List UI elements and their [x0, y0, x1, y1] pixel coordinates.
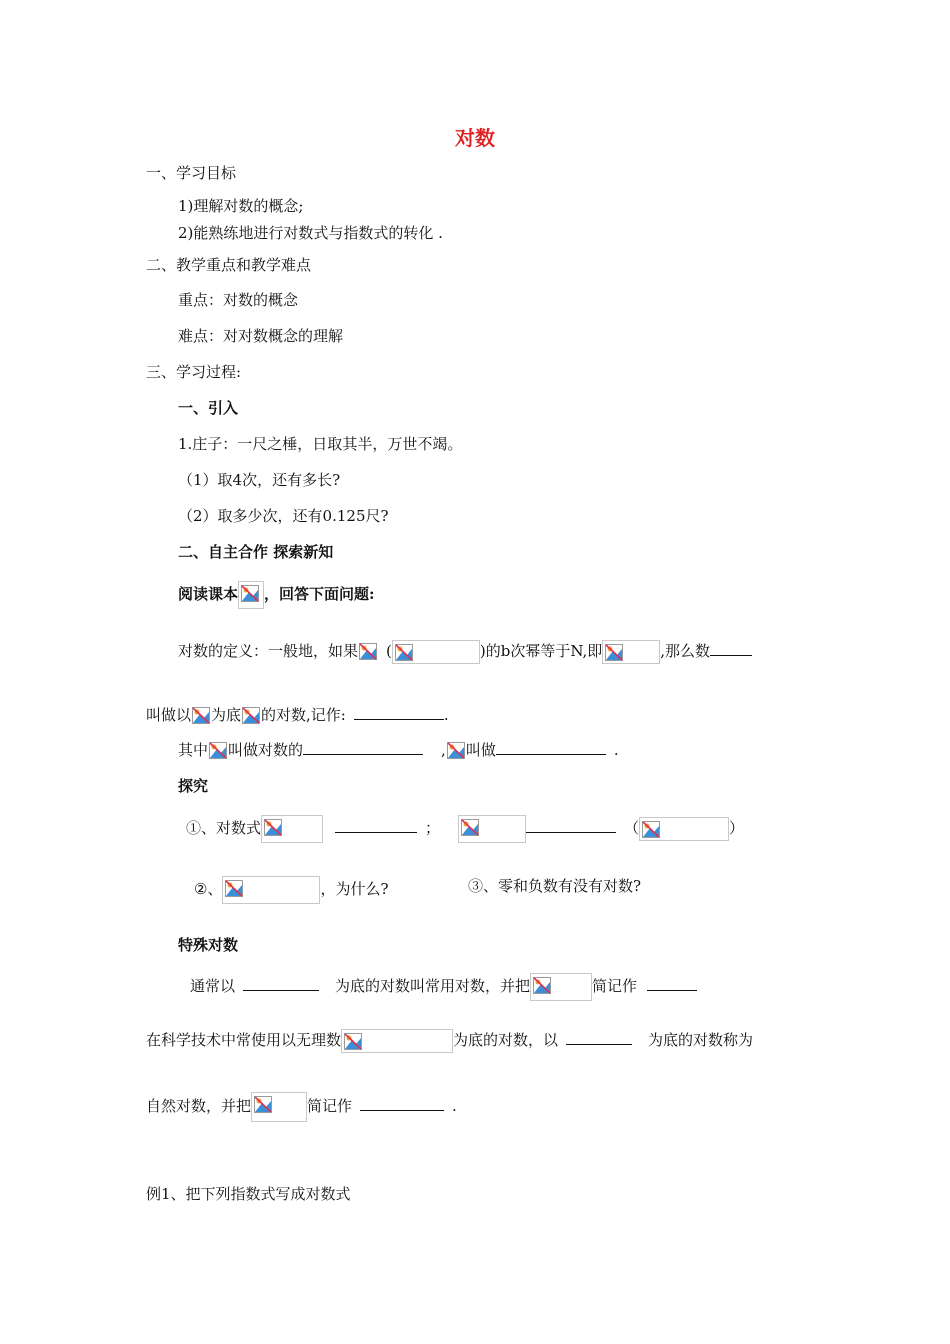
- formula-image-icon: [241, 706, 261, 726]
- image-placeholder-icon: [264, 819, 282, 836]
- answer-blank[interactable]: [647, 975, 697, 991]
- image-placeholder-icon: [461, 819, 479, 836]
- image-placeholder-icon: [225, 880, 243, 897]
- page-title: 对数: [455, 126, 495, 150]
- formula-image-icon: [238, 581, 264, 609]
- def3-text-a: 其中: [178, 741, 209, 759]
- image-placeholder-icon: [254, 1096, 272, 1113]
- formula-image-icon: [251, 1092, 307, 1122]
- def-text-b: (: [386, 642, 392, 660]
- inq1-text-a: ①、对数式: [186, 819, 262, 837]
- answer-blank[interactable]: [710, 640, 752, 656]
- inquiry-line-3: ③、零和负数有没有对数?: [468, 877, 642, 895]
- objective-2: 2)能熟练地进行对数式与指数式的转化 .: [178, 224, 443, 242]
- inq1-text-c: （: [624, 819, 640, 837]
- inquiry-line-2: [194, 876, 389, 904]
- image-placeholder-icon: [447, 742, 465, 759]
- def2-text-a: 叫做以: [146, 706, 192, 724]
- definition-line-3: [178, 739, 619, 761]
- def3-text-c: ,: [441, 741, 446, 759]
- explore-heading: 二、自主合作 探索新知: [178, 543, 334, 561]
- section-3-heading: 三、学习过程:: [146, 363, 242, 381]
- example-1: 例1、把下列指数式写成对数式: [146, 1185, 351, 1203]
- answer-blank[interactable]: [354, 704, 444, 720]
- answer-blank[interactable]: [243, 975, 319, 991]
- answer-blank[interactable]: [360, 1095, 444, 1111]
- formula-image-icon: [446, 741, 466, 761]
- key-point: 重点：对数的概念: [178, 291, 299, 309]
- inq2-text-b: ，为什么?: [320, 880, 389, 898]
- answer-blank[interactable]: [566, 1029, 632, 1045]
- read-prefix: 阅读课本: [178, 585, 239, 603]
- def3-text-e: .: [613, 741, 619, 759]
- image-placeholder-icon: [209, 742, 227, 759]
- zhuangzi-question: 1.庄子：一尺之棰，日取其半，万世不竭。: [178, 435, 463, 453]
- sp1-text-a: 通常以: [190, 977, 236, 995]
- inq2-text-a: ②、: [194, 880, 223, 898]
- def3-text-b: 叫做对数的: [228, 741, 304, 759]
- sp1-text-c: 简记作: [592, 977, 638, 995]
- image-placeholder-icon: [242, 707, 260, 724]
- intro-heading: 一、引入: [178, 399, 239, 417]
- image-placeholder-icon: [605, 644, 623, 661]
- formula-image-icon: [191, 706, 211, 726]
- objective-1: 1)理解对数的概念;: [178, 197, 304, 215]
- special-log-heading: 特殊对数: [178, 936, 239, 954]
- sp3-text-c: .: [452, 1097, 457, 1115]
- definition-line-2: [146, 704, 449, 726]
- def2-text-b: 为底: [211, 706, 242, 724]
- special-line-2: [146, 1029, 753, 1053]
- special-line-1: [190, 973, 697, 1001]
- read-suffix: ，回答下面问题:: [264, 585, 375, 603]
- image-placeholder-icon: [395, 644, 413, 661]
- formula-image-icon: [341, 1029, 453, 1053]
- special-line-3: [146, 1092, 457, 1122]
- definition-line-1: [178, 640, 752, 664]
- formula-image-icon: [458, 815, 526, 843]
- formula-image-icon: [602, 640, 660, 664]
- image-placeholder-icon: [359, 643, 377, 660]
- formula-image-icon: [208, 741, 228, 761]
- sp2-text-a: 在科学技术中常使用以无理数: [146, 1031, 342, 1049]
- answer-blank[interactable]: [526, 817, 616, 833]
- image-placeholder-icon: [344, 1033, 362, 1050]
- def2-text-c: 的对数,记作:: [261, 706, 346, 724]
- inq1-text-b: ；: [425, 819, 441, 837]
- formula-image-icon: [392, 640, 480, 664]
- section-2-heading: 二、教学重点和教学难点: [146, 256, 312, 274]
- sp2-text-b: 为底的对数，以: [453, 1031, 559, 1049]
- inquiry-line-1: [186, 815, 744, 843]
- formula-image-icon: [639, 817, 729, 841]
- read-textbook-line: [178, 581, 375, 609]
- question-1a: （1）取4次，还有多长?: [178, 471, 341, 489]
- image-placeholder-icon: [533, 977, 551, 994]
- answer-blank[interactable]: [496, 739, 606, 755]
- formula-image-icon: [358, 642, 378, 662]
- def-text-d: ,那么数: [660, 642, 711, 660]
- sp1-text-b: 为底的对数叫常用对数，并把: [335, 977, 531, 995]
- answer-blank[interactable]: [335, 817, 417, 833]
- def-text-c: )的b次幂等于N,即: [479, 642, 603, 660]
- sp3-text-a: 自然对数，并把: [146, 1097, 252, 1115]
- sp3-text-b: 简记作: [307, 1097, 353, 1115]
- formula-image-icon: [530, 973, 592, 1001]
- sp2-text-c: 为底的对数称为: [648, 1031, 754, 1049]
- image-placeholder-icon: [642, 821, 660, 838]
- image-placeholder-icon: [241, 585, 259, 602]
- def-text-a: 对数的定义：一般地，如果: [178, 642, 359, 660]
- def2-text-d: .: [443, 706, 449, 724]
- inq1-text-d: ）: [729, 819, 745, 837]
- inquiry-heading: 探究: [178, 777, 209, 795]
- formula-image-icon: [222, 876, 320, 904]
- section-1-heading: 一、学习目标: [146, 164, 237, 182]
- formula-image-icon: [261, 815, 323, 843]
- question-1b: （2）取多少次，还有0.125尺?: [178, 507, 389, 525]
- answer-blank[interactable]: [303, 739, 423, 755]
- def3-text-d: 叫做: [465, 741, 496, 759]
- image-placeholder-icon: [192, 707, 210, 724]
- difficult-point: 难点：对对数概念的理解: [178, 327, 344, 345]
